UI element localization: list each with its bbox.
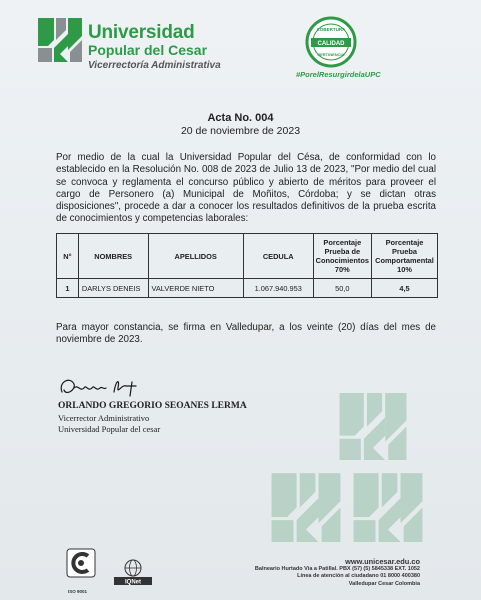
header-conocimientos: Porcentaje Prueba de Conocimientos 70% xyxy=(313,234,371,279)
cell-apellidos: VALVERDE NIETO xyxy=(148,279,243,298)
table-row xyxy=(57,279,438,298)
footer-url[interactable]: www.unicesar.edu.co xyxy=(345,557,420,566)
cell-comportamental: 4,5 xyxy=(372,279,438,298)
closing-paragraph: Para mayor constancia, se firma en Valledupar, a los veinte (20) días del mes de noviembre de 2023. xyxy=(56,322,436,346)
hashtag: #PorelResurgirdelaUPC xyxy=(296,70,381,79)
watermark-logo-icon xyxy=(270,470,342,542)
university-name: Universidad xyxy=(88,22,195,43)
signer-role: Vicerrector Administrativo xyxy=(58,413,150,423)
university-subtitle: Popular del Cesar xyxy=(88,42,208,58)
cell-conocimientos: 50,0 xyxy=(313,279,371,298)
seal-bottom-text: PERTINENCIA xyxy=(317,52,345,57)
cell-number: 1 xyxy=(57,279,79,298)
watermark-logo-icon xyxy=(338,390,408,460)
cell-cedula: 1.067.940.953 xyxy=(243,279,313,298)
footer-address: Balneario Hurtado Vía a Patillal. PBX (57) (5) 5845338 EXT. 1052 xyxy=(254,566,420,572)
watermark-logo-icon xyxy=(352,470,424,542)
header-apellidos: APELLIDOS xyxy=(148,234,243,279)
document-title: Acta No. 004 xyxy=(207,112,274,124)
signer-name: ORLANDO GREGORIO SEOANES LERMA xyxy=(58,401,247,411)
university-logo-icon xyxy=(38,16,82,62)
seal-mid-text: CALIDAD xyxy=(317,41,345,47)
iqnet-certification-icon xyxy=(112,558,154,586)
footer-phone: Línea de atención al ciudadano 01 8000 400380 xyxy=(297,573,420,580)
results-table xyxy=(56,233,438,298)
footer-city: Valledupar Cesar Colombia xyxy=(348,580,420,587)
table-header-row xyxy=(57,234,438,279)
header-nombres: NOMBRES xyxy=(78,234,148,279)
document-date: 20 de noviembre de 2023 xyxy=(180,125,301,137)
cell-nombres: DARLYS DENEIS xyxy=(78,279,148,298)
footer-contact xyxy=(255,557,420,588)
header-cedula: CEDULA xyxy=(243,234,313,279)
intro-paragraph: Por medio de la cual la Universidad Popular del Césa, de conformidad con lo establecido en la Resolución No. 008 de 2023 de Julio 13 de 2023, "Por medio del cual se convoca y reglamenta el concurso público y abierto de méritos para proveer el cargo de Personero (a) Municipal de Moñitos, Córdoba; y se dictan otras disposiciones", procede a dar a conocer los resultados definitivos de la prueba escrita de conocimientos y competencias laborales: xyxy=(56,152,436,225)
header-number: N° xyxy=(57,234,79,279)
iso-certification-icon xyxy=(66,548,96,586)
office-name: Vicerrectoría Administrativa xyxy=(88,60,221,71)
iso-label: ISO 9001 xyxy=(68,589,88,594)
handwritten-signature xyxy=(56,374,166,402)
header-comportamental: Porcentaje Prueba Comportamental 10% xyxy=(372,234,438,279)
seal-top-text: COBERTURA xyxy=(316,27,346,32)
quality-seal-icon xyxy=(305,16,357,68)
signer-org: Universidad Popular del cesar xyxy=(58,424,161,434)
iqnet-label: IQNet xyxy=(124,579,142,586)
